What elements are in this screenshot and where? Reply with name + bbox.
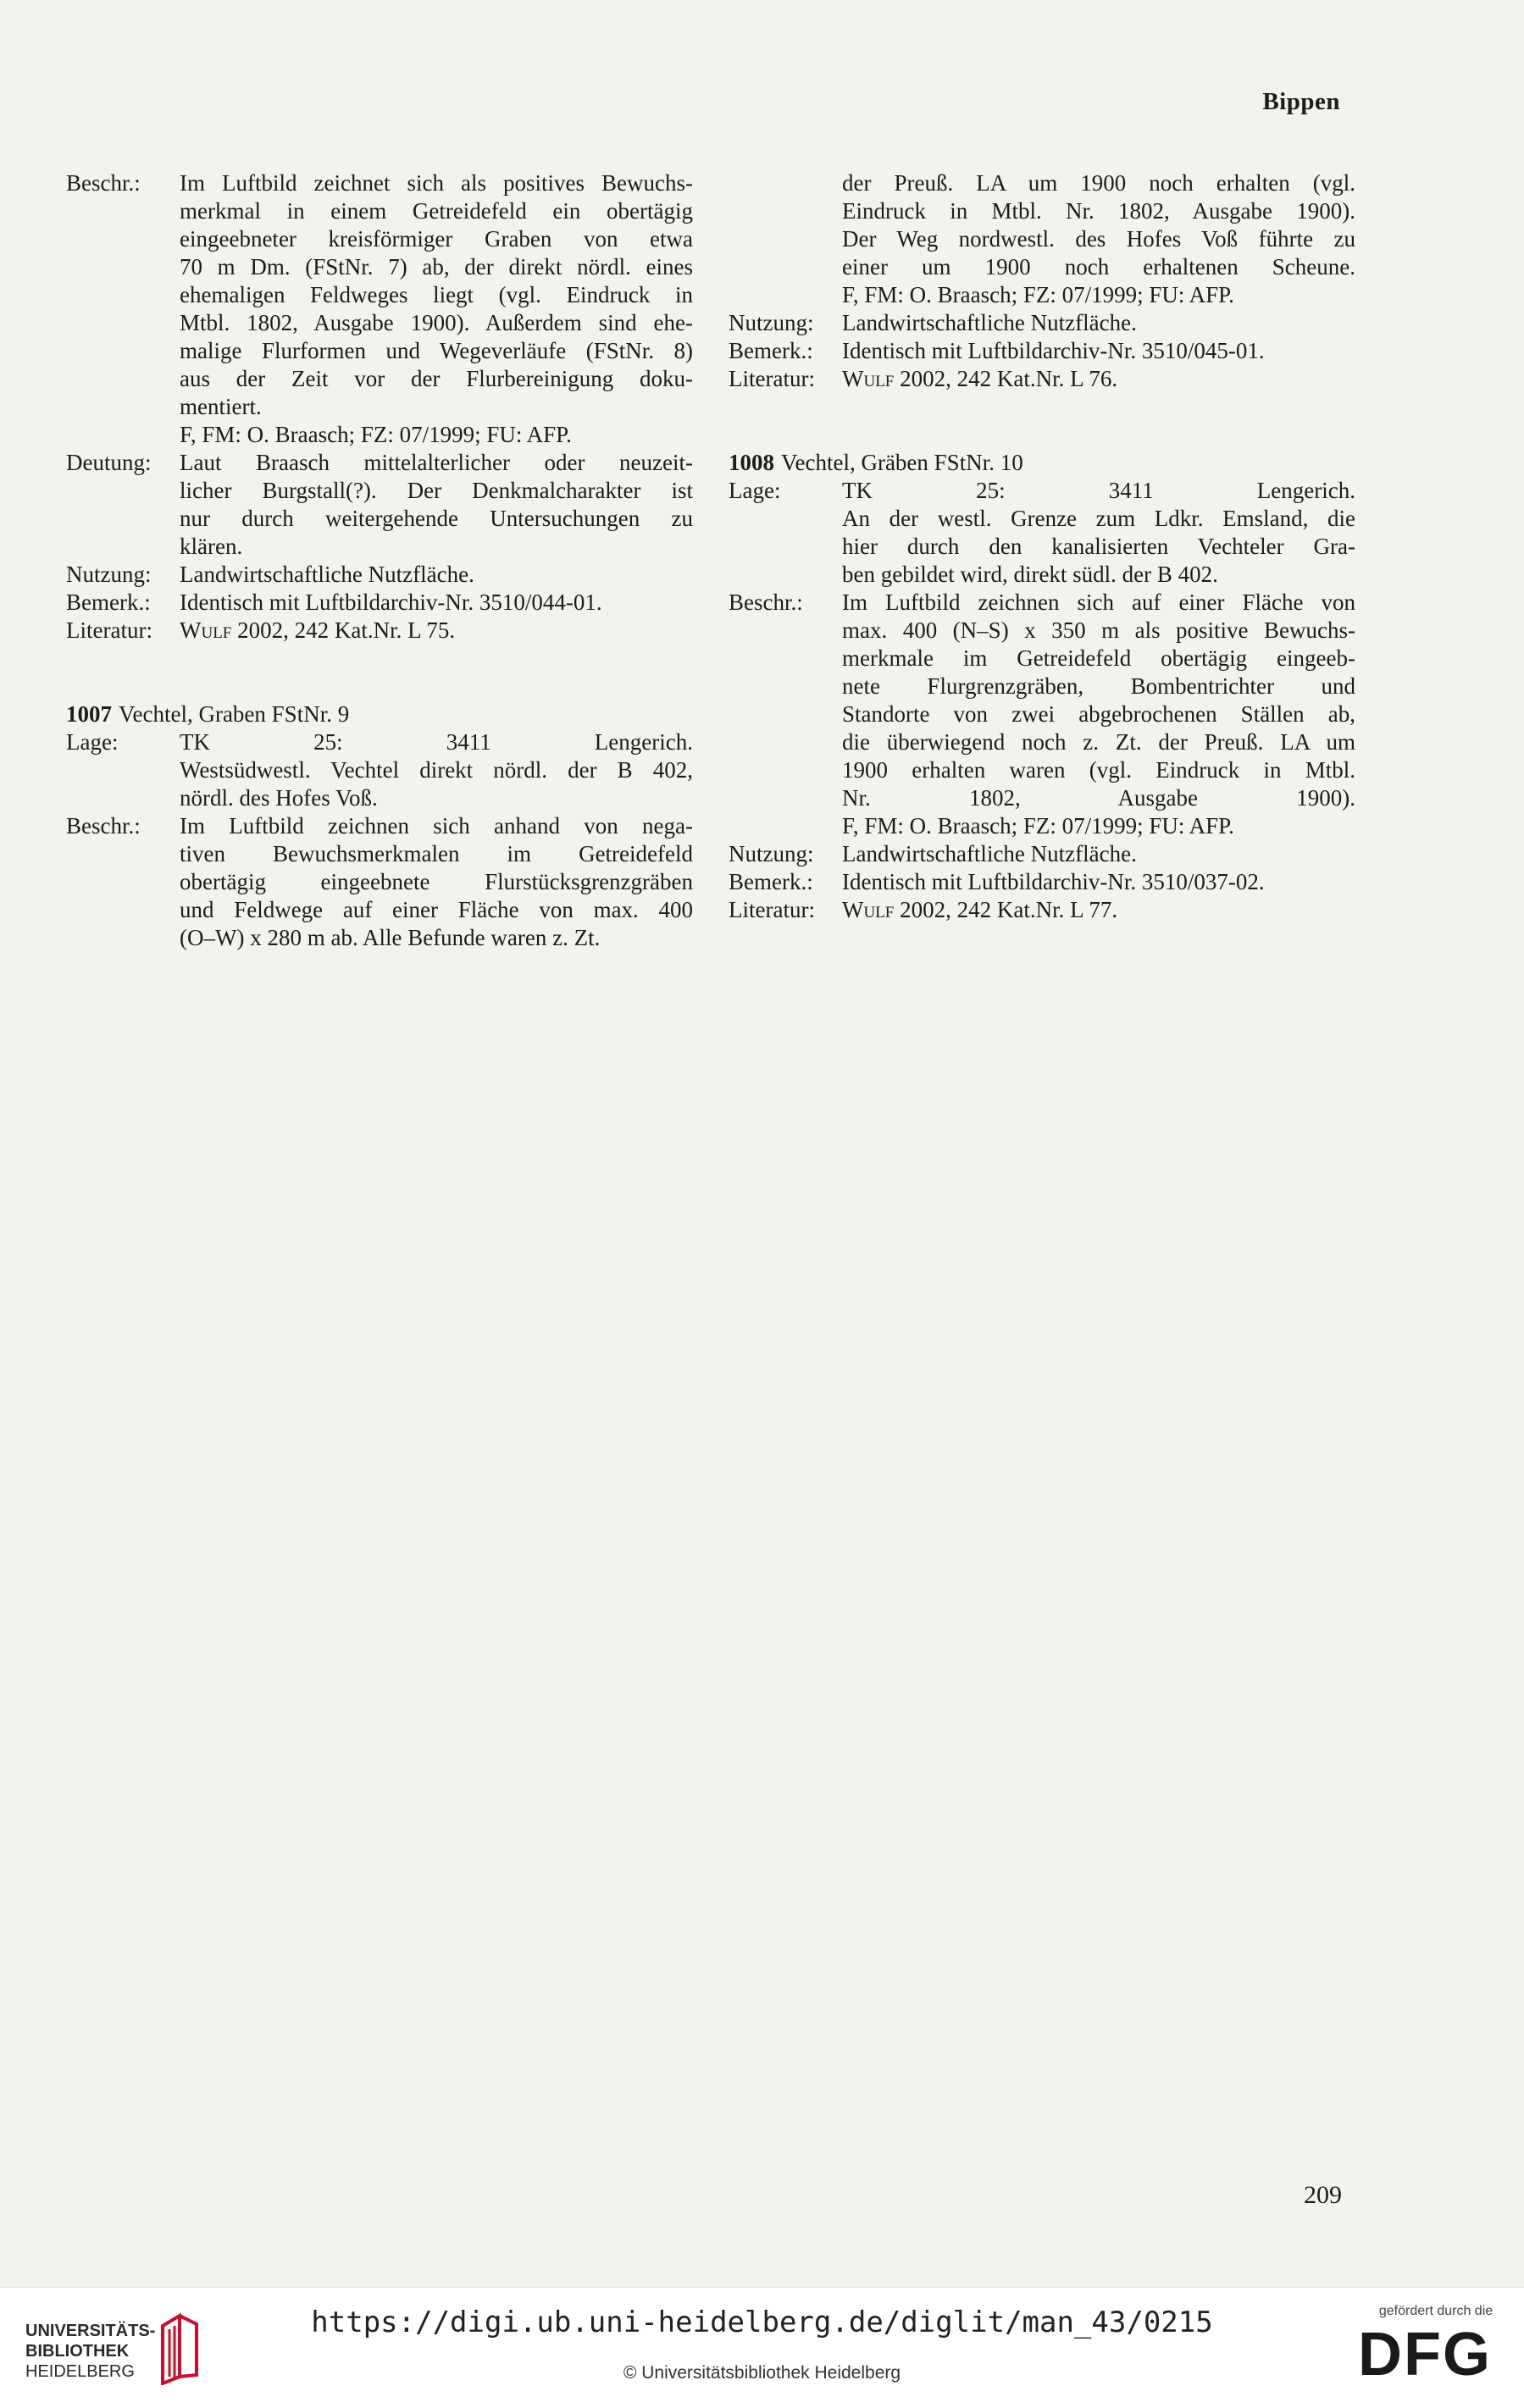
entry-title: Vechtel, Gräben FStNr. 10 xyxy=(781,450,1023,475)
field-label: Bemerk.: xyxy=(729,338,813,363)
field-row xyxy=(66,169,693,449)
text-line: Landwirtschaftliche Nutzfläche. xyxy=(842,841,1137,866)
field-text xyxy=(842,309,1355,337)
field-label: Nutzung: xyxy=(729,841,814,866)
text-line: TK 25: 3411 Lengerich. xyxy=(180,729,693,755)
text-line: klären. xyxy=(180,534,243,559)
literature-author: Wulf xyxy=(842,366,895,391)
field-row xyxy=(729,868,1355,896)
text-line: F, FM: O. Braasch; FZ: 07/1999; FU: AFP. xyxy=(180,422,572,447)
text-line: 70 m Dm. (FStNr. 7) ab, der direkt nördl. eines xyxy=(180,254,693,280)
entry-heading xyxy=(729,449,1355,477)
literature-reference: 2002, 242 Kat.Nr. L 77. xyxy=(894,897,1118,922)
field-row xyxy=(729,477,1355,589)
field-text xyxy=(180,169,693,449)
text-line: Mtbl. 1802, Ausgabe 1900). Außerdem sind ehe- xyxy=(180,310,693,335)
text-line: merkmale im Getreidefeld obertägig eingeeb- xyxy=(842,645,1355,671)
literature-citation xyxy=(180,617,693,645)
field-label: Literatur: xyxy=(66,617,152,643)
field-label: Bemerk.: xyxy=(729,869,813,894)
text-line: aus der Zeit vor der Flurbereinigung doku- xyxy=(180,366,693,391)
library-line-2: BIBLIOTHEK xyxy=(25,2342,130,2361)
text-line: Identisch mit Luftbildarchiv-Nr. 3510/037-02. xyxy=(842,869,1265,894)
text-line: Westsüdwestl. Vechtel direkt nördl. der B 402, xyxy=(180,757,693,783)
text-line: max. 400 (N–S) x 350 m als positive Bewuchs- xyxy=(842,617,1355,643)
text-line: Identisch mit Luftbildarchiv-Nr. 3510/044-01. xyxy=(180,590,602,615)
field-text xyxy=(842,840,1355,868)
text-line: einer um 1900 noch erhaltenen Scheune. xyxy=(842,254,1355,280)
field-label: Nutzung: xyxy=(729,310,814,335)
field-row xyxy=(729,896,1355,924)
literature-reference: 2002, 242 Kat.Nr. L 76. xyxy=(894,366,1118,391)
text-line: (O–W) x 280 m ab. Alle Befunde waren z. Zt. xyxy=(180,925,601,950)
field-text xyxy=(842,589,1355,840)
literature-citation xyxy=(842,365,1355,393)
literature-citation xyxy=(842,896,1355,924)
text-line: F, FM: O. Braasch; FZ: 07/1999; FU: AFP. xyxy=(842,282,1234,307)
field-label: Literatur: xyxy=(729,897,815,922)
text-line: Landwirtschaftliche Nutzfläche. xyxy=(180,562,474,587)
field-row xyxy=(66,812,693,952)
text-line: und Feldwege auf einer Fläche von max. 400 xyxy=(180,897,693,922)
field-row xyxy=(729,589,1355,840)
text-line: Im Luftbild zeichnen sich auf einer Fläche von xyxy=(842,590,1355,615)
text-line: Im Luftbild zeichnen sich anhand von nega- xyxy=(180,813,693,839)
copyright-notice: © Universitätsbibliothek Heidelberg xyxy=(623,2363,901,2383)
field-label xyxy=(729,169,842,309)
literature-author: Wulf xyxy=(180,617,232,643)
text-line: mentiert. xyxy=(180,394,262,419)
field-label: Beschr.: xyxy=(66,813,141,839)
entry-heading xyxy=(66,700,693,728)
text-line: F, FM: O. Braasch; FZ: 07/1999; FU: AFP. xyxy=(842,813,1234,839)
field-text xyxy=(180,449,693,561)
literature-reference: 2002, 242 Kat.Nr. L 75. xyxy=(231,617,456,643)
right-column xyxy=(729,169,1355,924)
text-line: Im Luftbild zeichnet sich als positives Bewuchs- xyxy=(180,170,693,196)
field-row xyxy=(729,337,1355,365)
text-line: tiven Bewuchsmerkmalen im Getreidefeld xyxy=(180,841,693,866)
entry-number: 1007 xyxy=(66,701,112,727)
field-text xyxy=(180,589,693,617)
text-line: An der westl. Grenze zum Ldkr. Emsland, die xyxy=(842,506,1355,531)
entry-title: Vechtel, Graben FStNr. 9 xyxy=(119,701,350,727)
text-line: ehemaligen Feldweges liegt (vgl. Eindruck in xyxy=(180,282,693,307)
running-head: Bippen xyxy=(1262,88,1340,115)
field-row xyxy=(729,365,1355,393)
text-line: TK 25: 3411 Lengerich. xyxy=(842,478,1355,503)
field-text xyxy=(842,337,1355,365)
text-line: ben gebildet wird, direkt südl. der B 402. xyxy=(842,562,1218,587)
text-line: obertägig eingeebnete Flurstücksgrenzgräben xyxy=(180,869,693,894)
field-text xyxy=(180,617,693,645)
library-line-3: HEIDELBERG xyxy=(25,2362,135,2381)
field-text xyxy=(842,169,1355,309)
field-row xyxy=(66,728,693,812)
text-line: licher Burgstall(?). Der Denkmalcharakter ist xyxy=(180,478,693,503)
entry-spacer xyxy=(729,393,1355,449)
field-row xyxy=(66,589,693,617)
text-line: malige Flurformen und Wegeverläufe (FStNr. 8) xyxy=(180,338,693,363)
text-line: hier durch den kanalisierten Vechteler Gra- xyxy=(842,534,1355,559)
text-line: nördl. des Hofes Voß. xyxy=(180,785,378,811)
literature-author: Wulf xyxy=(842,897,895,922)
field-row xyxy=(66,449,693,561)
field-label: Lage: xyxy=(66,729,119,755)
field-text xyxy=(842,365,1355,393)
dfg-logo[interactable]: DFG xyxy=(1358,2321,1492,2389)
entry-number: 1008 xyxy=(729,450,774,475)
field-label: Deutung: xyxy=(66,450,152,475)
text-line: 1900 erhalten waren (vgl. Eindruck in Mtbl. xyxy=(842,757,1355,783)
field-label: Bemerk.: xyxy=(66,590,151,615)
text-line: Nr. 1802, Ausgabe 1900). xyxy=(842,785,1355,811)
text-line: der Preuß. LA um 1900 noch erhalten (vgl. xyxy=(842,170,1355,196)
field-row xyxy=(66,561,693,589)
field-label: Literatur: xyxy=(729,366,815,391)
text-line: nete Flurgrenzgräben, Bombentrichter und xyxy=(842,673,1355,699)
left-column xyxy=(66,169,693,952)
library-line-1: UNIVERSITÄTS- xyxy=(25,2322,156,2340)
entry-spacer xyxy=(66,645,693,700)
field-row xyxy=(66,617,693,645)
field-row xyxy=(729,309,1355,337)
text-line: Landwirtschaftliche Nutzfläche. xyxy=(842,310,1137,335)
text-line: Der Weg nordwestl. des Hofes Voß führte zu xyxy=(842,226,1355,252)
text-line: die überwiegend noch z. Zt. der Preuß. LA um xyxy=(842,729,1355,755)
text-line: Standorte von zwei abgebrochenen Ställen ab, xyxy=(842,701,1355,727)
field-text xyxy=(180,561,693,589)
text-line: Eindruck in Mtbl. Nr. 1802, Ausgabe 1900). xyxy=(842,198,1355,224)
field-label: Beschr.: xyxy=(66,170,141,196)
source-url-link[interactable]: https://digi.ub.uni-heidelberg.de/diglit/man_43/0215 xyxy=(311,2306,1213,2339)
funding-note: gefördert durch die xyxy=(1378,2304,1494,2318)
text-line: Laut Braasch mittelalterlicher oder neuzeit- xyxy=(180,450,693,475)
field-row xyxy=(729,169,1355,309)
field-label: Beschr.: xyxy=(729,590,803,615)
field-row xyxy=(729,840,1355,868)
field-label: Lage: xyxy=(729,478,781,503)
field-text xyxy=(842,868,1355,896)
page-number: 209 xyxy=(1304,2181,1342,2209)
text-line: Identisch mit Luftbildarchiv-Nr. 3510/045-01. xyxy=(842,338,1265,363)
field-text xyxy=(180,812,693,952)
field-label: Nutzung: xyxy=(66,562,152,587)
field-text xyxy=(842,477,1355,589)
field-text xyxy=(842,896,1355,924)
field-text xyxy=(180,728,693,812)
text-line: eingeebneter kreisförmiger Graben von etwa xyxy=(180,226,693,252)
text-line: merkmal in einem Getreidefeld ein obertägig xyxy=(180,198,693,224)
text-line: nur durch weitergehende Untersuchungen zu xyxy=(180,506,693,531)
